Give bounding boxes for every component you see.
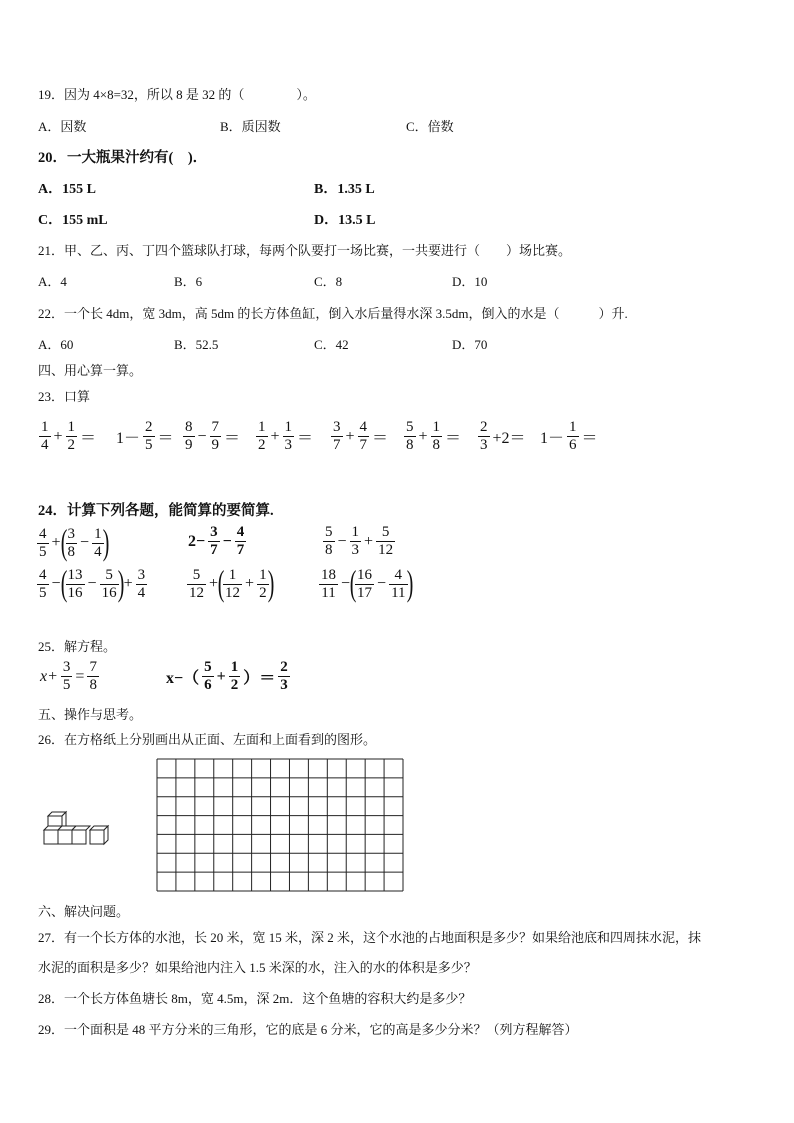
- question-21: 21．甲、乙、丙、丁四个篮球队打球，每两个队要打一场比赛，一共要进行（ ）场比赛。: [38, 243, 572, 258]
- q23-item-2: 1－ 2 5 ＝: [116, 419, 174, 453]
- q21-option-b: B．6: [174, 274, 203, 289]
- q23-item-1: 1 4 + $\frac{1}{2}$ ＝: [41, 419, 97, 453]
- question-26: 26．在方格纸上分别画出从正面、左面和上面看到的图形。: [38, 732, 377, 747]
- q23-item-6: 5 8 + $\frac{1}{8}$ ＝: [406, 419, 462, 453]
- question-23-title: 23．口算: [38, 389, 91, 404]
- q23-item-5: 3 7 + $\frac{4}{7}$ ＝: [333, 419, 389, 453]
- question-29: 29．一个面积是 48 平方分米的三角形，它的底是 6 分米，它的高是多少分米？（列方程解答）: [38, 1022, 578, 1037]
- q20-option-c: C．155 mL: [38, 213, 108, 228]
- q21-option-d: D．10: [452, 274, 488, 289]
- question-27-line-1: 27．有一个长方体的水池，长 20 米，宽 15 米，深 2 米，这个水池的占地面积是多少？如果给池底和四周抹水泥，抹: [38, 930, 702, 945]
- question-27-line-2: 水泥的面积是多少？如果给池内注入 1.5 米深的水，注入的水的体积是多少？: [38, 960, 477, 975]
- q23-item-4: 1 2 + $\frac{1}{3}$ ＝: [258, 419, 314, 453]
- q23-item-7: 2 3 +2＝: [480, 419, 526, 453]
- q23-item-3: 8 9 − $\frac{7}{9}$ ＝: [185, 419, 241, 453]
- q19-option-c: C．倍数: [406, 119, 454, 134]
- question-28: 28．一个长方体鱼塘长 8m，宽 4.5m，深 2m．这个鱼塘的容积大约是多少？: [38, 991, 472, 1006]
- q22-option-d: D．70: [452, 337, 488, 352]
- q25-equation-1: x+ $\frac{3}{5}$ = $\frac{7}{8}$: [40, 659, 97, 693]
- q23-item-8: 1－ 1 6 ＝: [540, 419, 598, 453]
- q22-option-b: B．52.5: [174, 337, 219, 352]
- q24-expression-3: 5 8 − $\frac{1}{3}$ + $\frac{5}{12}$: [325, 524, 394, 558]
- q25-equation-2: x−（ 5 6 + $\frac{1}{2}$ ）＝ 2 3: [166, 659, 288, 693]
- section-heading-4: 四、用心算一算。: [38, 363, 143, 378]
- q24-expression-4: 4 5 − ( 13 16 − $\frac{5}{16}$ ) + $\frac{3}{4}$: [39, 563, 146, 603]
- q19-option-b: B．质因数: [220, 119, 281, 134]
- q24-expression-6: 18 11 − ( 16 17 − $\frac{4}{11}$ ): [321, 563, 413, 603]
- section-heading-5: 五、操作与思考。: [38, 707, 143, 722]
- question-25-title: 25．解方程。: [38, 639, 117, 654]
- q20-option-a: A．155 L: [38, 182, 96, 197]
- question-20: 20．一大瓶果汁约有( )．: [38, 150, 208, 166]
- q21-option-a: A．4: [38, 274, 67, 289]
- q21-option-c: C．8: [314, 274, 343, 289]
- drawing-grid[interactable]: [156, 758, 404, 892]
- section-heading-6: 六、解决问题。: [38, 904, 130, 919]
- q20-option-d: D．13.5 L: [314, 213, 376, 228]
- q24-expression-2: 2− $\frac{3}{7}$ − $\frac{4}{7}$: [188, 524, 245, 558]
- q22-option-c: C．42: [314, 337, 349, 352]
- question-22: 22．一个长 4dm，宽 3dm，高 5dm 的长方体鱼缸，倒入水后量得水深 3.5dm，倒入的水是（ ）升.: [38, 306, 628, 321]
- q22-option-a: A．60: [38, 337, 74, 352]
- question-24-title: 24．计算下列各题，能简算的要简算.: [38, 503, 274, 519]
- q19-option-a: A．因数: [38, 119, 87, 134]
- q20-option-b: B．1.35 L: [314, 182, 375, 197]
- q24-expression-5: 5 12 + ( 1 12 + $\frac{1}{2}$ ): [189, 563, 274, 603]
- q24-expression-1: 4 5 + ( 3 8 − $\frac{1}{4}$ ): [39, 522, 109, 562]
- cube-stack-figure: [40, 806, 120, 850]
- question-19: 19．因为 4×8=32，所以 8 是 32 的（ ）。: [38, 87, 316, 102]
